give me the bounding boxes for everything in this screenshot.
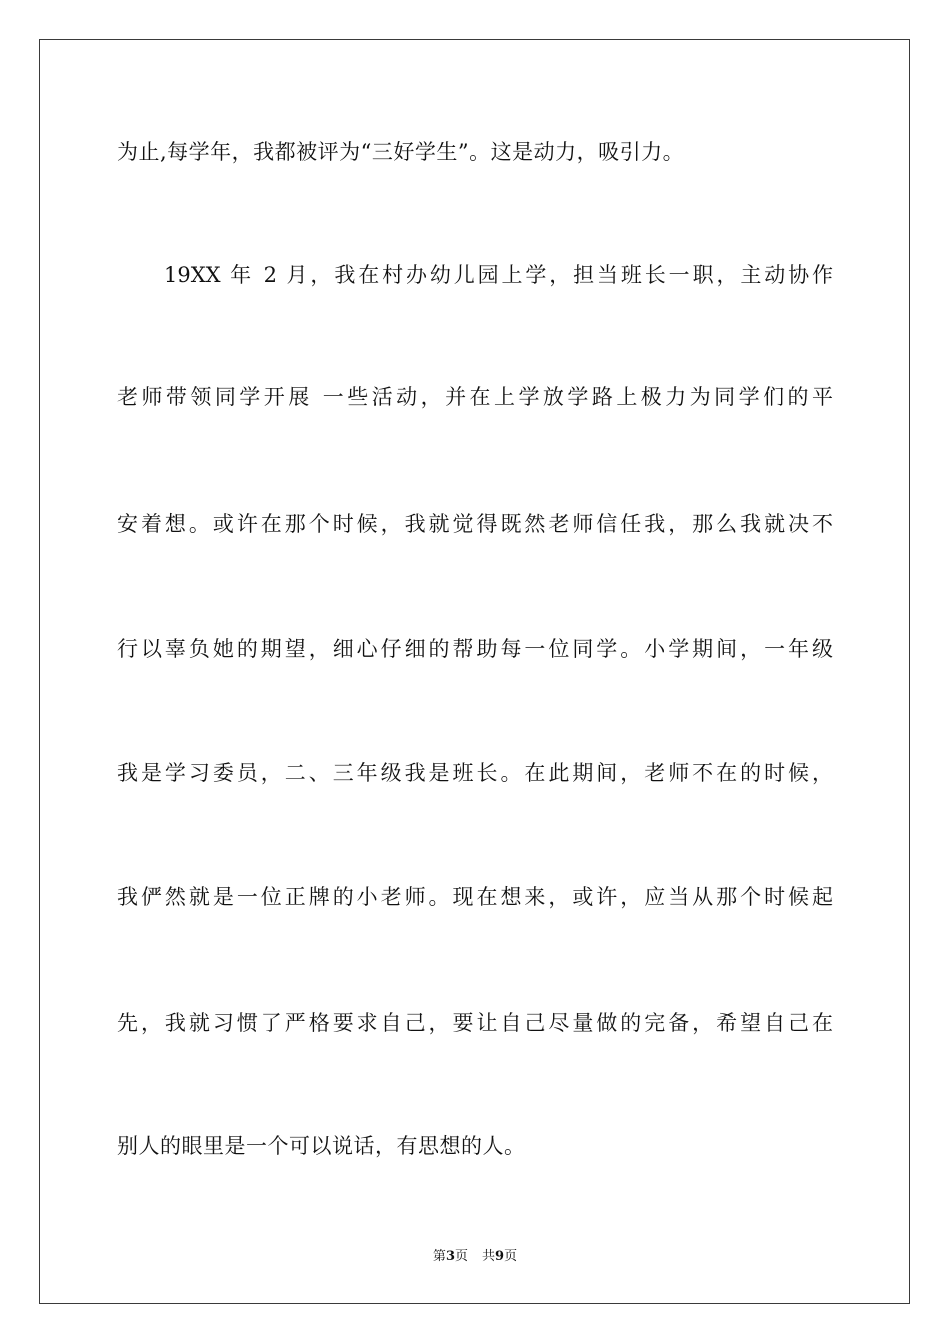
- text-line-6: 我是学习委员，二、三年级我是班长。在此期间，老师不在的时候，: [117, 761, 833, 785]
- text-line-5: 行以辜负她的期望，细心仔细的帮助每一位同学。小学期间，一年级: [117, 637, 833, 661]
- text-line-3: 老师带领同学开展 一些活动，并在上学放学路上极力为同学们的平: [117, 385, 833, 409]
- text-line-9: 别人的眼里是一个可以说话，有思想的人。: [117, 1134, 526, 1158]
- text-line-8: 先，我就习惯了严格要求自己，要让自己尽量做的完备，希望自己在: [117, 1011, 833, 1035]
- page-prefix: 第: [432, 1249, 446, 1264]
- current-page-number: 3: [445, 1249, 455, 1264]
- text-line-4: 安着想。或许在那个时候，我就觉得既然老师信任我，那么我就决不: [117, 512, 833, 536]
- text-line-7: 我俨然就是一位正牌的小老师。现在想来，或许，应当从那个时候起: [117, 885, 833, 909]
- total-suffix: 页: [504, 1249, 518, 1264]
- page-footer: [0, 1248, 950, 1266]
- total-prefix: 共: [482, 1249, 496, 1264]
- total-page-count: 9: [495, 1249, 505, 1264]
- paragraph-first-line: 19XX 年 2 月，我在村办幼儿园上学，担当班长一职，主动协作: [164, 263, 833, 287]
- page-border: [39, 39, 910, 1304]
- text-line-1: 为止,每学年，我都被评为“三好学生”。这是动力，吸引力。: [117, 140, 685, 164]
- page-suffix: 页: [454, 1249, 468, 1264]
